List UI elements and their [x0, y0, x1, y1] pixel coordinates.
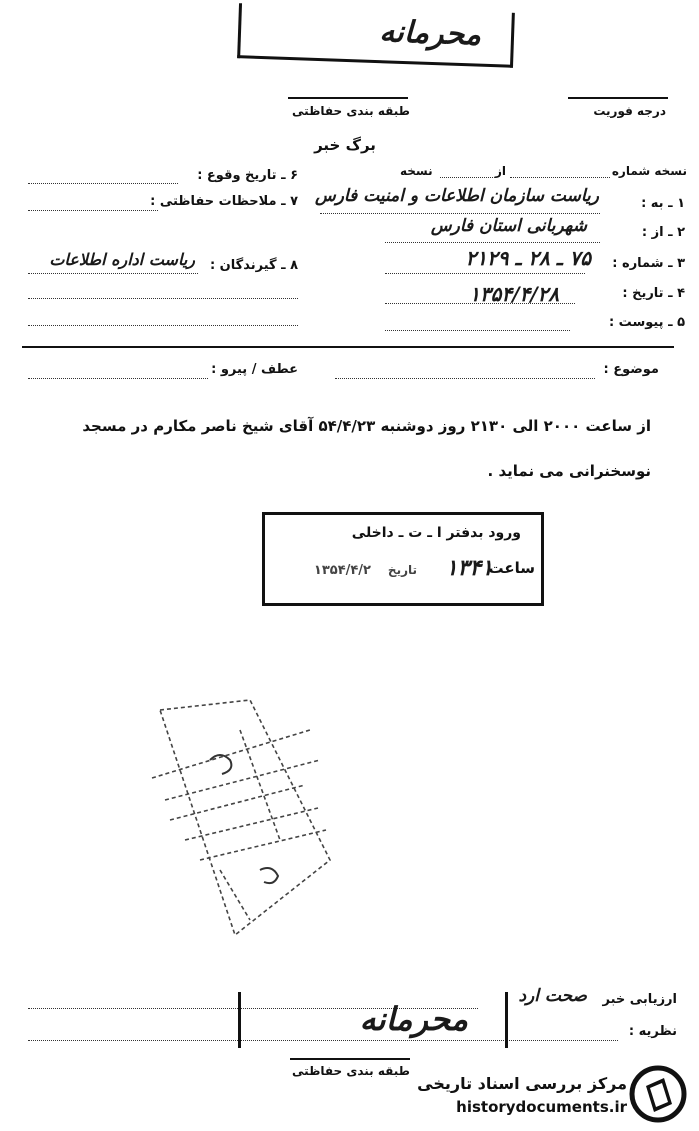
receipt-stamp-date-value: ۱۳۵۴/۴/۲ — [313, 563, 371, 578]
field-security-notes-dots — [28, 210, 158, 211]
field-recipients-dots-3 — [28, 325, 298, 326]
receipt-stamp-time-label: ساعت — [488, 559, 535, 577]
field-to-dots — [320, 213, 600, 214]
copy-number-label: نسخه شماره — [611, 164, 687, 178]
urgency-label: درجه فوریت — [593, 104, 666, 118]
body-line-2: نوسخنرانی می نماید . — [487, 462, 651, 480]
field-from-dots — [385, 242, 600, 243]
opinion-label: نظریه : — [628, 1024, 677, 1039]
field-number-value: ۷۵ ـ ۲۸ ـ ۲۱۲۹ — [465, 246, 591, 270]
subject-dots — [335, 378, 595, 379]
field-from-label: ۲ ـ از : — [641, 225, 685, 240]
classification-line — [288, 97, 408, 99]
evaluation-label: ارزیابی خبر — [602, 992, 677, 1007]
urgency-line — [568, 97, 668, 99]
subject-label: موضوع : — [603, 362, 659, 377]
watermark-line-1: مرکز بررسی اسناد تاریخی — [417, 1074, 627, 1093]
receipt-stamp-line1: ورود بدفتر ا ـ ت ـ داخلی — [351, 525, 521, 541]
field-date-label: ۴ ـ تاریخ : — [622, 286, 685, 301]
field-security-notes-label: ۷ ـ ملاحظات حفاظتی : — [150, 194, 298, 209]
copy-label: نسخه — [400, 164, 433, 178]
watermark-line-2: historydocuments.ir — [456, 1098, 627, 1116]
receipt-stamp — [262, 512, 544, 606]
receipt-stamp-time-value: ۱۳۴۱ — [445, 555, 493, 581]
classification-label: طبقه بندی حفاظتی — [292, 104, 410, 118]
receipt-stamp-date-label: تاریخ — [387, 563, 417, 577]
field-number-dots — [385, 273, 585, 274]
field-date-value: ۱۳۵۴/۴/۲۸ — [469, 282, 559, 306]
copy-number-dots — [510, 177, 610, 178]
reference-dots — [28, 378, 208, 379]
field-from-value: شهربانی استان فارس — [430, 216, 587, 236]
field-recipients-value: ریاست اداره اطلاعات — [49, 250, 195, 269]
separator-line — [22, 346, 674, 348]
history-documents-logo-icon — [628, 1064, 688, 1124]
form-title: برگ خبر — [314, 136, 376, 154]
field-occurrence-date-dots — [28, 183, 178, 184]
field-to-label: ۱ ـ به : — [641, 196, 685, 211]
field-recipients-label: ۸ ـ گیرندگان : — [209, 258, 298, 273]
confidential-stamp-bottom — [238, 992, 508, 1048]
field-to-value: ریاست سازمان اطلاعات و امنیت فارس — [314, 186, 599, 206]
field-recipients-dots-2 — [28, 298, 298, 299]
confidential-stamp-bottom-text: محرمانه — [359, 1000, 468, 1038]
field-number-label: ۳ ـ شماره : — [612, 256, 685, 271]
reference-label: عطف / پیرو : — [211, 362, 298, 377]
bottom-classification-label: طبقه بندی حفاظتی — [292, 1064, 410, 1078]
field-attachment-label: ۵ ـ پیوست : — [608, 315, 685, 330]
copy-of-label: از — [495, 164, 507, 178]
body-line-1: از ساعت ۲۰۰۰ الی ۲۱۳۰ روز دوشنبه ۵۴/۴/۲۳ آقای شیخ ناصر مکارم در مسجد — [82, 417, 651, 435]
confidential-stamp-top — [237, 3, 515, 68]
field-attachment-dots — [385, 330, 570, 331]
bottom-classification-line — [290, 1058, 410, 1060]
field-recipients-dots-1 — [28, 273, 198, 274]
evaluation-value: صحت ارد — [518, 986, 587, 1006]
field-occurrence-date-label: ۶ ـ تاریخ وقوع : — [197, 168, 298, 183]
confidential-stamp-top-text: محرمانه — [378, 14, 482, 53]
faded-seal-mark — [130, 690, 340, 950]
copy-of-dots — [440, 177, 495, 178]
